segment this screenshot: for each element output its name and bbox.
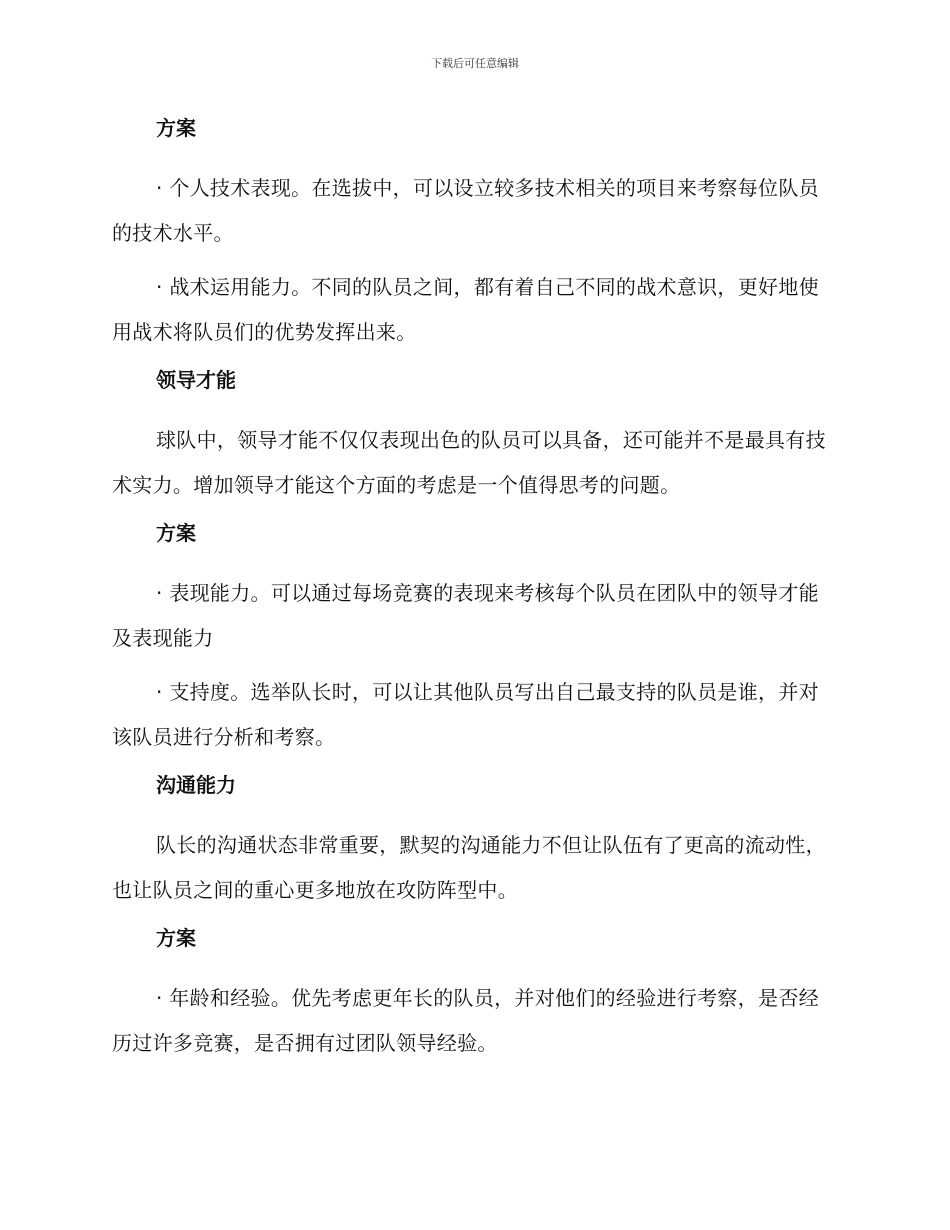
paragraph: · 战术运用能力。不同的队员之间，都有着自己不同的战术意识，更好地使用战术将队员们的优势发挥出来。 [112,275,819,344]
paragraph: 球队中，领导才能不仅仅表现出色的队员可以具备，还可能并不是最具有技术实力。增加领导才能这个方面的考虑是一个值得思考的问题。 [112,428,826,497]
section-heading: 领导才能 [156,368,236,392]
section-heading: 方案 [156,116,196,140]
paragraph: · 表现能力。可以通过每场竞赛的表现来考核每个队员在团队中的领导才能及表现能力 [112,581,819,650]
document-body [112,112,832,1075]
paragraph: · 支持度。选举队长时，可以让其他队员写出自己最支持的队员是谁，并对该队员进行分析和考察。 [112,680,819,749]
section-heading: 方案 [156,521,196,545]
paragraph: · 年龄和经验。优先考虑更年长的队员，并对他们的经验进行考察，是否经历过许多竞赛，是否拥有过团队领导经验。 [112,986,819,1055]
section-heading: 方案 [156,926,196,950]
paragraph: · 个人技术表现。在选拔中，可以设立较多技术相关的项目来考察每位队员的技术水平。 [112,176,819,245]
header-note: 下载后可任意编辑 [431,57,519,70]
section-heading: 沟通能力 [156,773,236,797]
paragraph: 队长的沟通状态非常重要，默契的沟通能力不但让队伍有了更高的流动性，也让队员之间的重心更多地放在攻防阵型中。 [112,833,826,902]
